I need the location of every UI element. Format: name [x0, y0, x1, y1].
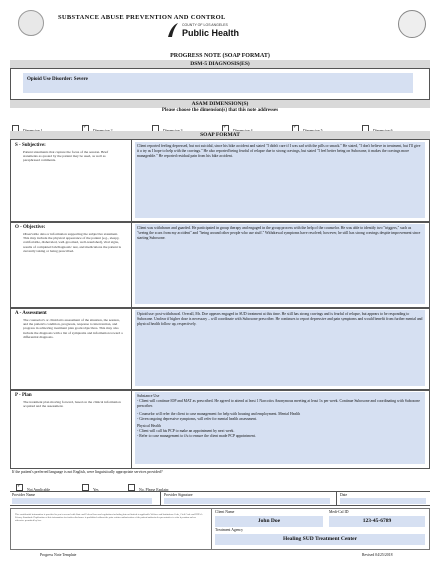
agency-label: Treatment Agency	[215, 528, 244, 532]
dsm-bar: DSM-5 DIAGNOSIS(ES)	[10, 60, 430, 68]
soap-bar: SOAP FORMAT	[10, 131, 430, 139]
diagnosis-box	[10, 68, 430, 100]
client-name-value: John Doe	[257, 518, 281, 524]
subjective-note-field[interactable]: Client reported feeling depressed, but not suicidal, since his bike accident and stated "I didn't care if I was sad with the pills or smack." He stated, "I don't believe in treatment, but I'll give it a try as I hope to help with the cravings." He also reported being fearful of relapse due to strong cravings, but stated "I feel better being on Suboxone, it makes the cravings more manageable." He reported residual pain from his bike accident.	[135, 142, 425, 218]
plan-label: P - Plan	[15, 393, 32, 398]
template-label: Progress Note Template	[40, 553, 77, 557]
provider-signature-label: Provider Signature	[164, 493, 193, 497]
logo-mark-icon	[166, 22, 180, 38]
provider-signature-field[interactable]	[164, 498, 330, 504]
diagnosis-text: Opioid Use Disorder: Severe	[27, 77, 88, 82]
logo-public-health-text: Public Health	[182, 28, 240, 38]
date-label: Date	[340, 493, 348, 497]
subjective-desc: Patient statements that capture the focus of the session. Brief statements as quoted by the patient may be used, as well as paraphrased comments.	[23, 150, 109, 163]
plan-group	[137, 394, 423, 410]
plan-line: - Counselor will refer the client to case management for help with housing and employment. Mental Health	[137, 411, 301, 416]
language-option-label: No, Please Explain:	[139, 488, 170, 492]
footer-box	[10, 508, 430, 550]
plan-line: - Refer to case management to f/u to ensure the client made PCP appointment.	[137, 434, 256, 439]
date-field[interactable]	[340, 498, 426, 504]
language-options	[16, 478, 416, 492]
agency-value: Healing SUD Treatment Center	[282, 536, 358, 542]
medi-cal-field[interactable]	[329, 516, 425, 527]
plan-section	[10, 389, 430, 469]
assessment-section	[10, 307, 430, 391]
objective-section	[10, 221, 430, 309]
language-checkbox[interactable]	[128, 484, 135, 491]
plan-group-title: Substance Use	[137, 394, 160, 398]
agency-field[interactable]	[215, 534, 425, 545]
plan-group-title: Physical Health	[137, 424, 161, 429]
client-name-field[interactable]	[215, 516, 323, 527]
asam-dimensions	[12, 119, 430, 129]
asam-bar: ASAM DIMENSION(S)	[10, 100, 430, 108]
diagnosis-field[interactable]	[23, 73, 413, 93]
subjective-section	[10, 139, 430, 223]
assessment-desc: The counselor's or clinician's assessment of the situation, the session, and the patient's condition, prognosis, response to intervention, and progress in achieving treatment plan goals/objectives. This may also include the diagnosis with a list of symptoms and information toward a differential diagnosis.	[23, 318, 123, 339]
plan-note-field[interactable]	[135, 392, 425, 464]
language-question: If the patient's preferred language is not English, were linguistically appropriate services provided?	[12, 470, 163, 474]
provider-name-label: Provider Name	[12, 493, 36, 497]
plan-desc: The treatment plan moving forward, based on the clinical information acquired and the assessment.	[23, 400, 121, 409]
objective-label: O - Objective:	[15, 225, 46, 230]
plan-line: - Given ongoing depressive symptoms, will refer for mental health assessment.	[137, 416, 257, 421]
plan-label-cell	[11, 390, 132, 468]
language-checkbox[interactable]	[16, 484, 23, 491]
provider-name-field[interactable]	[12, 498, 152, 504]
plan-group	[137, 412, 423, 422]
plan-line: - Client will continue IOP and MAT as prescribed. He agreed to attend at least 1 Narcotics Anonymous meeting at least 1x per week. Continue Suboxone and coordinating with Suboxone prescriber.	[137, 399, 420, 409]
objective-label-cell	[11, 222, 132, 308]
county-seal-right	[398, 10, 426, 38]
asam-instruction: Please choose the dimension(s) that this note addresses	[161, 108, 279, 113]
logo-county-text: COUNTY OF LOS ANGELES	[182, 23, 228, 27]
assessment-note-field[interactable]: Opioid use: post-withdrawal. Overall, Mr. Doe appears engaged in SUD treatment at this time. He still has strong cravings and is fearful of relapse, but appears to be responding to Suboxone. Unclear if higher dose is necessary – will coordinate with Suboxone prescriber. He continues to report depressive and pain symptoms and would benefit from further mental and physical health follow up, respectively.	[135, 310, 425, 386]
assessment-label: A - Assessment	[15, 311, 47, 316]
signature-row	[10, 491, 430, 506]
county-seal-left	[18, 10, 44, 36]
header-title: SUBSTANCE ABUSE PREVENTION AND CONTROL	[58, 14, 226, 21]
objective-desc: Observable data or information supporting the subjective statement. This may include the physical appearance of the patient (e.g., sleepy, comfortable, disheveled, well-groomed, well-nourished), vital signs, results of completed lab/diagnostic test, and medications the patient is currently taking or being prescribed.	[23, 232, 121, 253]
subjective-label: S - Subjective:	[15, 143, 46, 148]
language-checkbox[interactable]	[82, 484, 89, 491]
subjective-label-cell	[11, 140, 132, 222]
plan-line: - Client will call his PCP to make an appointment by next week.	[137, 429, 235, 434]
confidential-text: This confidential information is provided to you in accord with State and Federal laws and regulations including but not limited to applicable Welfare and Institutions Code, Civil Code and HIPAA Privacy Standards. Duplication of this information for further disclosure is prohibited without the prior written authorization of the patient/authorized representative to who it pertains unless otherwise permitted by law.	[15, 513, 203, 523]
medi-cal-value: 123-45-6789	[362, 518, 392, 524]
language-option-label: Not Applicable	[27, 488, 51, 492]
medi-cal-label: Medi-Cal ID	[329, 510, 349, 514]
progress-note-title: PROGRESS NOTE (SOAP FORMAT)	[170, 53, 270, 59]
assessment-label-cell	[11, 308, 132, 390]
objective-note-field[interactable]: Client was withdrawn and guarded. He participated in group therapy and engaged in the group process with the help of the counselor. He was able to identify two "triggers," such as "seeing the scars from my accident" and "being around other people who use stuff." Withdrawal symptoms have resolved; however, he still has strong cravings despite improvement since starting Suboxone.	[135, 224, 425, 304]
revised-label: Revised 04/25/2018	[362, 553, 393, 557]
client-name-label: Client Name	[215, 510, 235, 514]
plan-group	[137, 424, 423, 440]
language-option-label: Yes	[93, 488, 99, 492]
